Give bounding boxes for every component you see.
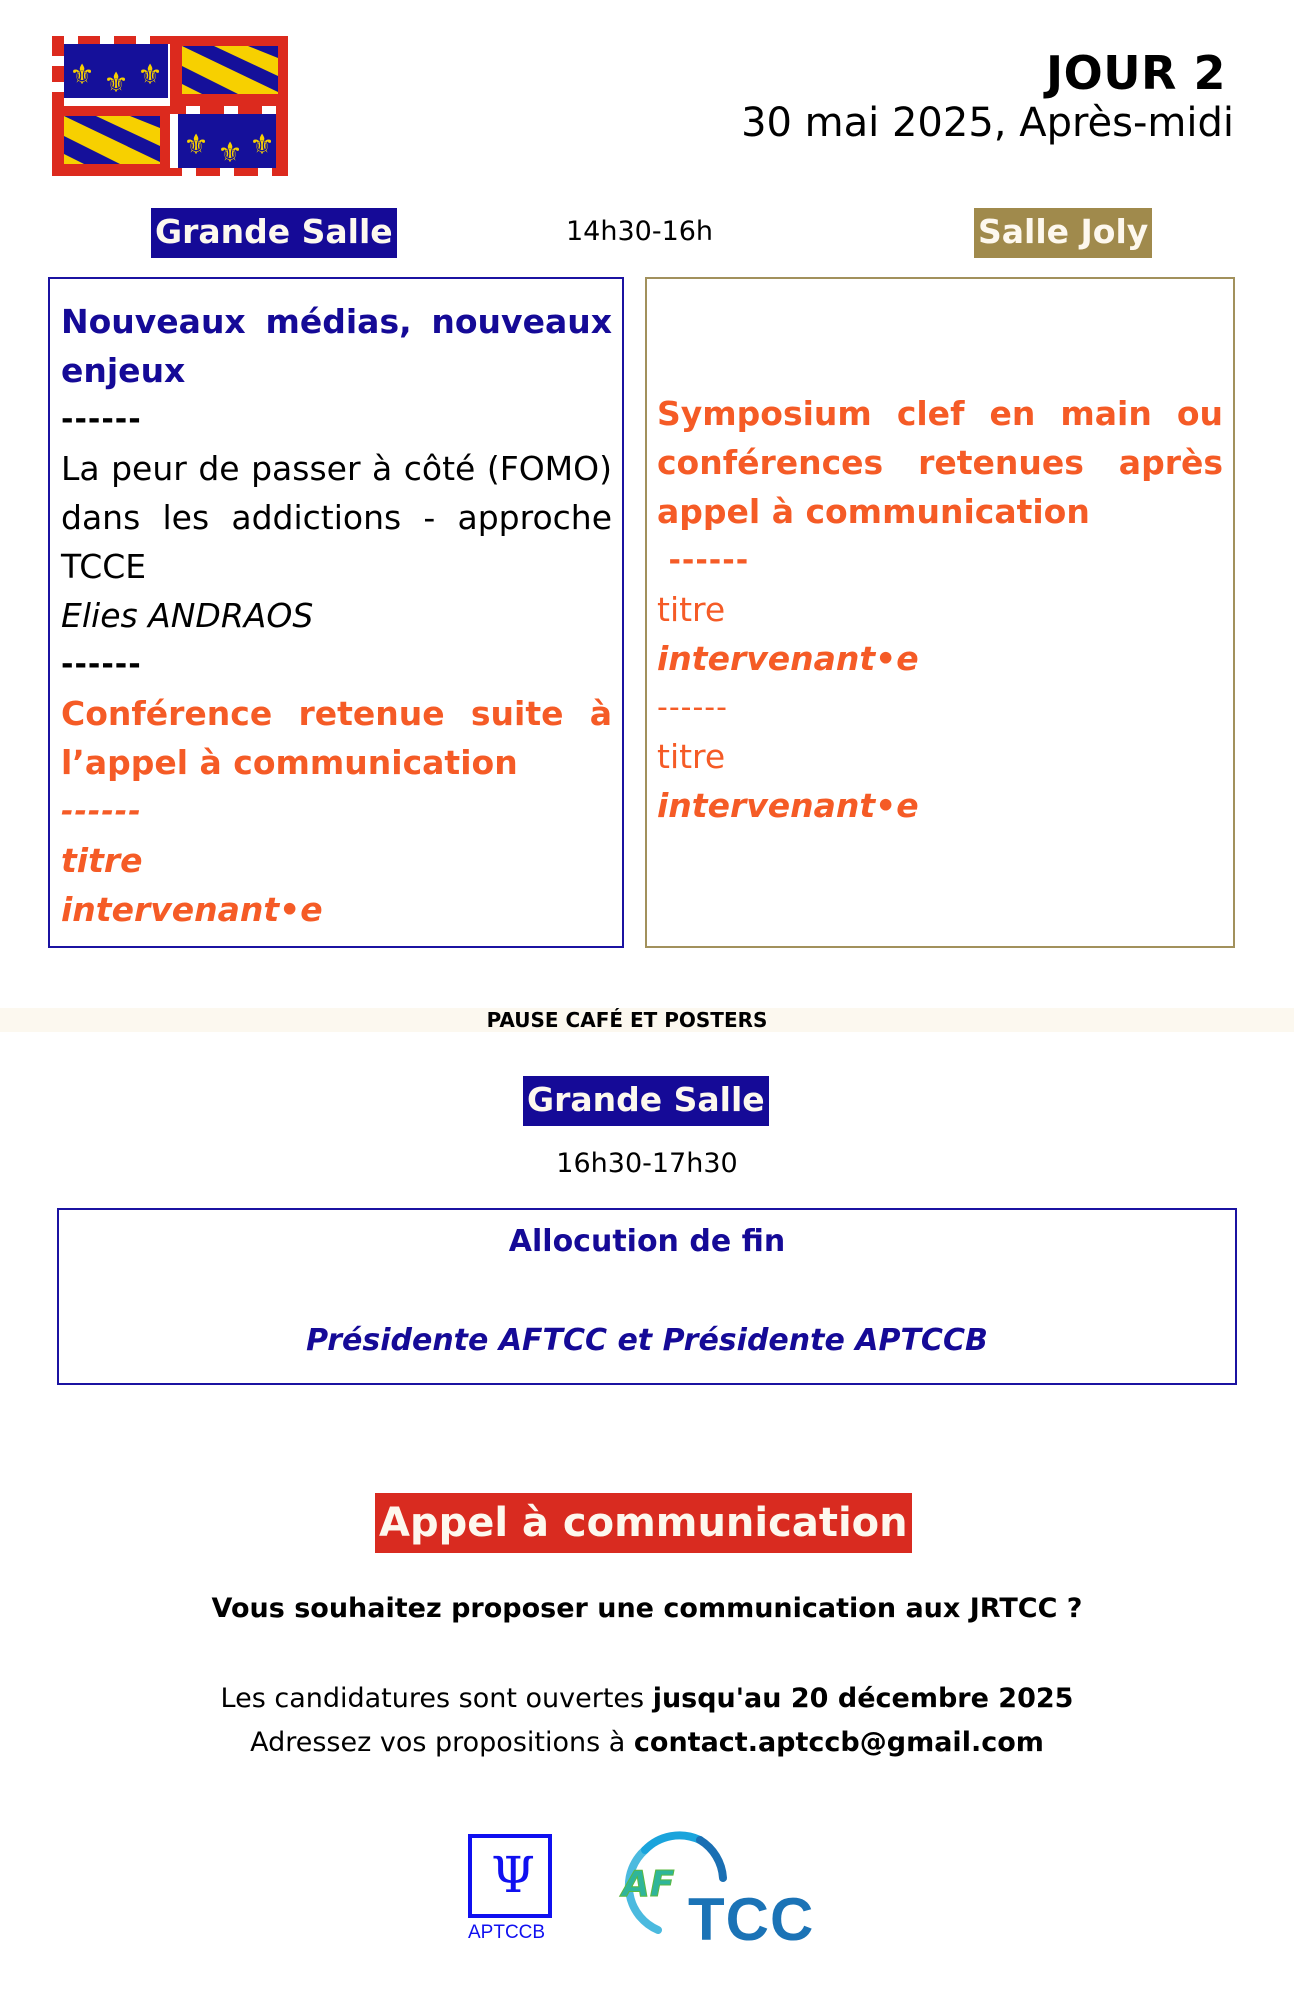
symposium-title: Symposium clef en main ou conférences retenues après appel à communication: [657, 394, 1223, 531]
talk-speaker: Elies ANDRAOS: [61, 596, 314, 635]
aftcc-logo: [600, 1830, 830, 1960]
separator: ------: [61, 402, 142, 437]
call-deadline-prefix: Les candidatures sont ouvertes: [220, 1683, 653, 1714]
call-talk-title: Conférence retenue suite à l’appel à communication: [61, 694, 612, 782]
aftcc-tcc: TCC: [688, 1886, 815, 1953]
call-question: Vous souhaitez proposer une communication aux JRTCC ?: [211, 1593, 1083, 1624]
separator: ------: [61, 794, 142, 829]
burgundy-flag-icon: [52, 36, 288, 176]
call-deadline: [0, 1683, 1294, 1714]
separator: ------: [657, 690, 728, 725]
aptccb-label: APTCCB: [468, 1922, 546, 1943]
placeholder-speaker: intervenant•e: [61, 890, 323, 929]
contact-email-link[interactable]: contact.aptccb@gmail.com: [633, 1727, 1044, 1758]
day-title: JOUR 2: [1045, 46, 1226, 100]
session-box-salle-joly: [645, 277, 1235, 948]
svg-text:⚜: ⚜: [217, 136, 243, 169]
session-time: 16h30-17h30: [556, 1148, 738, 1179]
separator: ------: [61, 647, 142, 682]
psi-icon: Ψ: [491, 1846, 535, 1904]
svg-text:⚜: ⚜: [103, 66, 129, 99]
call-contact: [0, 1727, 1294, 1758]
item-title: titre: [657, 590, 726, 629]
svg-text:⚜: ⚜: [69, 58, 95, 91]
svg-text:⚜: ⚜: [183, 128, 209, 161]
closing-session-box: [57, 1208, 1237, 1385]
room-label-grande-salle: Grande Salle: [151, 208, 397, 258]
day-date: 30 mai 2025, Après-midi: [741, 100, 1234, 146]
separator: ------: [657, 543, 750, 578]
call-contact-prefix: Adressez vos propositions à: [250, 1727, 634, 1758]
svg-text:⚜: ⚜: [249, 128, 275, 161]
aftcc-af: AF: [622, 1864, 675, 1905]
svg-text:⚜: ⚜: [137, 58, 163, 91]
session-time: 14h30-16h: [566, 216, 714, 247]
room-label-salle-joly: Salle Joly: [974, 208, 1152, 258]
call-deadline-date: jusqu'au 20 décembre 2025: [652, 1683, 1074, 1714]
closing-title: Allocution de fin: [508, 1224, 786, 1259]
item-speaker: intervenant•e: [657, 639, 919, 678]
session-theme: Nouveaux médias, nouveaux enjeux: [61, 302, 612, 390]
item-speaker: intervenant•e: [657, 786, 919, 825]
item-title: titre: [657, 737, 726, 776]
room-label-grande-salle: Grande Salle: [523, 1076, 769, 1126]
call-for-papers-banner: Appel à communication: [375, 1493, 912, 1553]
session-box-grande-salle: [48, 277, 624, 948]
pause-label: PAUSE CAFÉ ET POSTERS: [486, 1008, 768, 1032]
talk-title: La peur de passer à côté (FOMO) dans les addictions - approche TCCE: [61, 449, 612, 586]
placeholder-title: titre: [61, 841, 143, 880]
aptccb-logo: [468, 1834, 558, 1946]
closing-speakers: Présidente AFTCC et Présidente APTCCB: [306, 1323, 988, 1358]
